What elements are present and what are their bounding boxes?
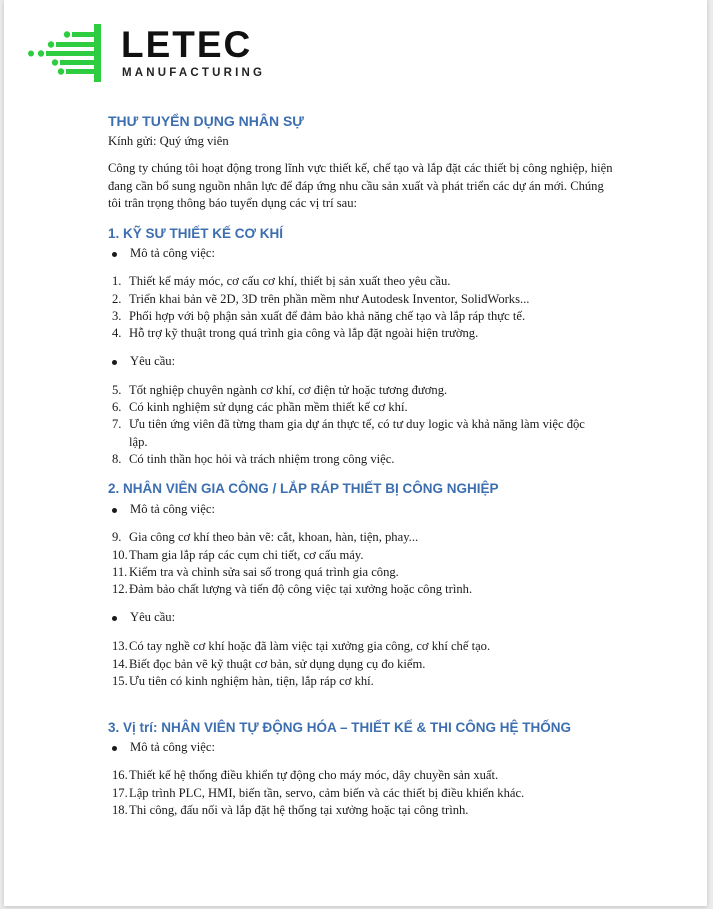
- list-item: [108, 416, 595, 451]
- item-number: 8.: [112, 452, 122, 466]
- circuit-logo-icon: [26, 22, 106, 86]
- item-number: 11.: [112, 565, 128, 579]
- item-text: Ưu tiên ứng viên đã từng tham gia dự án thực tế, có tư duy logic và khả năng làm việc độc lập.: [129, 417, 585, 449]
- item-number: 3.: [112, 309, 122, 323]
- item-number: 9.: [112, 530, 122, 544]
- item-number: 12.: [112, 582, 128, 596]
- letter-title: THƯ TUYỂN DỤNG NHÂN SỰ: [108, 113, 304, 129]
- logo-wordmark: LETEC: [121, 24, 253, 65]
- list-item: [108, 273, 647, 291]
- list-item: [108, 547, 647, 565]
- list-item: [108, 656, 647, 674]
- list-item: [108, 564, 647, 582]
- list-item: [108, 382, 647, 400]
- item-number: 13.: [112, 639, 128, 653]
- item-number: 17.: [112, 786, 128, 800]
- item-number: 15.: [112, 674, 128, 688]
- item-text: Thi công, đấu nối và lắp đặt hệ thống tại xưởng hoặc tại công trình.: [129, 803, 469, 817]
- item-number: 6.: [112, 400, 122, 414]
- list-item: [108, 291, 647, 309]
- item-number: 14.: [112, 657, 128, 671]
- item-number: 5.: [112, 383, 122, 397]
- company-logo: [26, 22, 276, 86]
- item-number: 4.: [112, 326, 122, 340]
- item-text: Có tinh thần học hỏi và trách nhiệm trong công việc.: [129, 452, 395, 466]
- item-text: Phối hợp với bộ phận sản xuất để đảm bảo khả năng chế tạo và lắp ráp thực tế.: [129, 309, 526, 323]
- logo-subtitle: MANUFACTURING: [122, 67, 266, 79]
- item-text: Đảm bảo chất lượng và tiến độ công việc tại xưởng hoặc công trình.: [129, 582, 473, 596]
- greeting: Kính gửi: Quý ứng viên: [108, 134, 229, 148]
- list-item: [108, 673, 647, 691]
- item-text: Thiết kế hệ thống điều khiển tự động cho máy móc, dây chuyền sản xuất.: [129, 768, 499, 782]
- bullet-label: Mô tả công việc:: [108, 739, 647, 757]
- item-text: Biết đọc bản vẽ kỹ thuật cơ bản, sử dụng dụng cụ đo kiểm.: [129, 657, 426, 671]
- item-text: Tham gia lắp ráp các cụm chi tiết, cơ cấu máy.: [129, 548, 364, 562]
- list-item: [108, 451, 647, 469]
- bullet-label: Mô tả công việc:: [108, 245, 647, 263]
- item-text: Có tay nghề cơ khí hoặc đã làm việc tại xưởng gia công, cơ khí chế tạo.: [129, 639, 491, 653]
- intro-paragraph: Công ty chúng tôi hoạt động trong lĩnh vực thiết kế, chế tạo và lắp đặt các thiết bị công nghiệp, hiện đang cần bổ sung nguồn nhân lực để đáp ứng nhu cầu sản xuất và phát triển các dự án mới. Chúng tôi trân trọng thông báo tuyển dụng các vị trí sau:: [108, 161, 613, 210]
- bullet-label: Mô tả công việc:: [108, 501, 647, 519]
- list-item: [108, 529, 647, 547]
- item-text: Lập trình PLC, HMI, biến tần, servo, cảm biến và các thiết bị điều khiển khác.: [129, 786, 525, 800]
- item-text: Kiểm tra và chỉnh sửa sai số trong quá trình gia công.: [129, 565, 399, 579]
- item-number: 16.: [112, 768, 128, 782]
- item-number: 10.: [112, 548, 128, 562]
- list-item: [108, 399, 647, 417]
- item-text: Triển khai bản vẽ 2D, 3D trên phần mềm như Autodesk Inventor, SolidWorks...: [129, 292, 530, 306]
- item-text: Thiết kế máy móc, cơ cấu cơ khí, thiết bị sản xuất theo yêu cầu.: [129, 274, 451, 288]
- bullet-label: Yêu cầu:: [108, 353, 647, 371]
- item-text: Hỗ trợ kỹ thuật trong quá trình gia công và lắp đặt ngoài hiện trường.: [129, 326, 479, 340]
- section-heading: 3. Vị trí: NHÂN VIÊN TỰ ĐỘNG HÓA – THIẾT KẾ & THI CÔNG HỆ THỐNG: [108, 720, 571, 735]
- item-number: 1.: [112, 274, 122, 288]
- item-text: Tốt nghiệp chuyên ngành cơ khí, cơ điện tử hoặc tương đương.: [129, 383, 448, 397]
- list-item: [108, 785, 647, 803]
- section-heading: 1. KỸ SƯ THIẾT KẾ CƠ KHÍ: [108, 226, 283, 241]
- list-item: [108, 767, 647, 785]
- list-item: [108, 581, 647, 599]
- document-page: [4, 0, 707, 906]
- item-text: Có kinh nghiệm sử dụng các phần mềm thiết kế cơ khí.: [129, 400, 408, 414]
- list-item: [108, 802, 647, 820]
- item-number: 2.: [112, 292, 122, 306]
- list-item: [108, 638, 647, 656]
- item-text: Gia công cơ khí theo bản vẽ: cắt, khoan, hàn, tiện, phay...: [129, 530, 419, 544]
- bullet-label: Yêu cầu:: [108, 609, 647, 627]
- list-item: [108, 308, 647, 326]
- item-text: Ưu tiên có kinh nghiệm hàn, tiện, lắp ráp cơ khí.: [129, 674, 374, 688]
- item-number: 18.: [112, 803, 128, 817]
- item-number: 7.: [112, 417, 122, 431]
- list-item: [108, 325, 647, 343]
- section-heading: 2. NHÂN VIÊN GIA CÔNG / LẮP RÁP THIẾT BỊ CÔNG NGHIỆP: [108, 481, 499, 496]
